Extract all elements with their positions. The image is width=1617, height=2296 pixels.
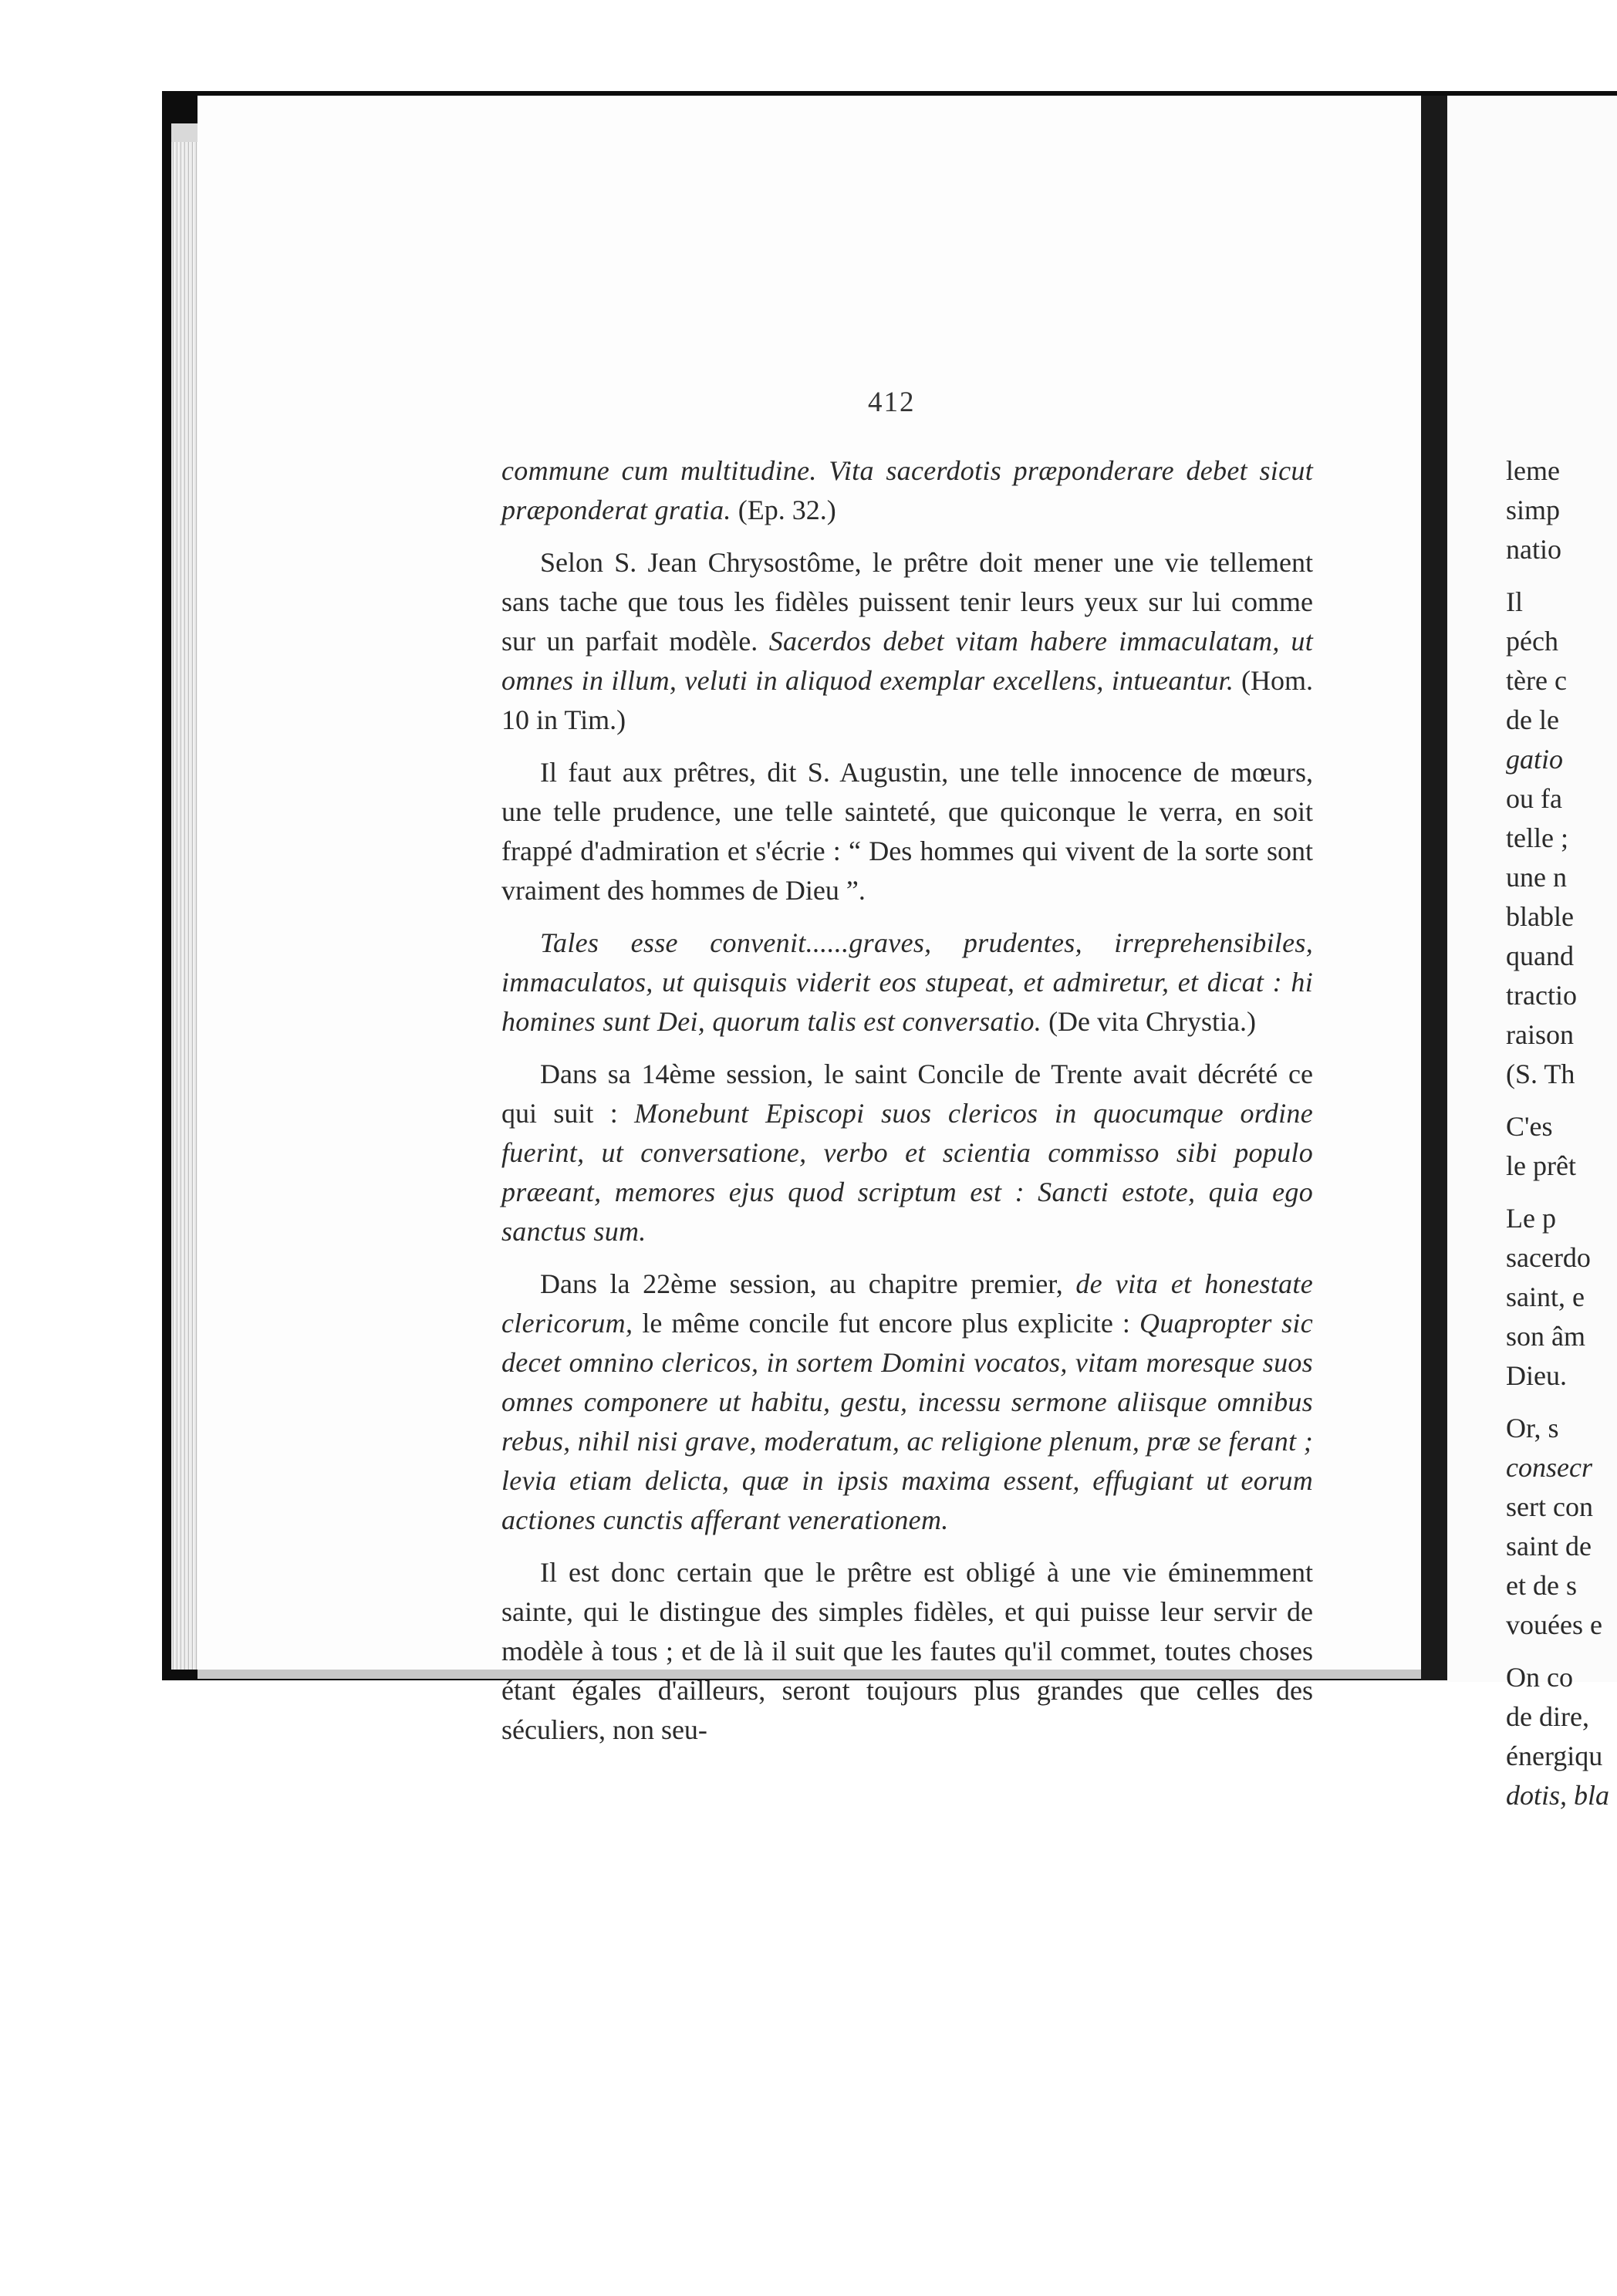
- paragraph-gap: [1506, 1186, 1617, 1199]
- right-page-line: leme: [1506, 455, 1560, 486]
- paragraph-6: [501, 1264, 1313, 1540]
- latin-quote: Monebunt Episcopi suos clericos in quocumque ordine fuerint, ut conversatione, verbo et scientia commisso sibi populo præeant, memores ejus quod scriptum est : Sancti estote, quia ego sanctus sum.: [501, 1098, 1313, 1247]
- paragraph-gap: [1506, 1645, 1617, 1658]
- right-page-line: son âm: [1506, 1321, 1585, 1352]
- right-page-line: Il: [1506, 586, 1523, 617]
- right-page-line: énergiqu: [1506, 1741, 1603, 1771]
- right-page-line: (S. Th: [1506, 1059, 1575, 1089]
- right-page-line: péch: [1506, 626, 1558, 657]
- right-page-line: blable: [1506, 901, 1574, 932]
- paragraph-7: [501, 1553, 1313, 1750]
- paragraph-gap: [1506, 569, 1617, 582]
- right-page-line: On co: [1506, 1662, 1573, 1693]
- right-page-line: de le: [1506, 704, 1559, 735]
- page-edges: [171, 123, 199, 1670]
- right-page-line: dotis, bla: [1506, 1780, 1610, 1811]
- right-page-line: le prêt: [1506, 1150, 1576, 1181]
- right-page-line: saint, e: [1506, 1281, 1585, 1312]
- right-page-line: Or, s: [1506, 1413, 1559, 1443]
- paragraph-gap: [1506, 1094, 1617, 1107]
- paragraph-2: [501, 543, 1313, 740]
- body-text: Il faut aux prêtres, dit S. Augustin, une telle innocence de mœurs, une telle prudence, une telle sainteté, que quiconque le verra, en soit frappé d'admiration et s'écrie : “ Des hommes qui vivent de la sorte sont vraiment des hommes de Dieu ”.: [501, 757, 1313, 906]
- body-text: Dans sa 14ème session, le saint Concile de Trente avait décrété ce qui suit :: [501, 1059, 1313, 1129]
- paragraph-1: [501, 451, 1313, 530]
- right-page-line: sacerdo: [1506, 1242, 1591, 1273]
- right-page-line: telle ;: [1506, 822, 1568, 853]
- right-page-line: ou fa: [1506, 783, 1562, 814]
- latin-title: de vita et honestate clericorum,: [501, 1268, 1313, 1339]
- citation: (Ep. 32.): [731, 495, 836, 525]
- right-page-line: tractio: [1506, 980, 1577, 1011]
- right-page-line: Le p: [1506, 1203, 1556, 1234]
- book-gutter: [1421, 96, 1447, 1680]
- paragraph-gap: [1506, 1396, 1617, 1409]
- right-page-line: gatio: [1506, 744, 1564, 775]
- page-number: 412: [868, 387, 916, 418]
- right-page-text: [1506, 451, 1617, 1815]
- right-page-line: tère c: [1506, 665, 1567, 696]
- right-page-line: saint de: [1506, 1531, 1592, 1562]
- paragraph-5: [501, 1055, 1313, 1251]
- left-page-text: [501, 451, 1313, 1763]
- right-page-line: de dire,: [1506, 1701, 1589, 1732]
- body-text: Il est donc certain que le prêtre est obligé à une vie éminemment sainte, qui le distingue des simples fidèles, et qui puisse leur servir de modèle à tous ; et de là il suit que les fautes qu'il commet, toutes choses étant égales d'ailleurs, seront toujours plus grandes que celles des séculiers, non seu-: [501, 1557, 1313, 1745]
- citation: (Hom. 10 in Tim.): [501, 665, 1313, 735]
- right-page-line: une n: [1506, 862, 1567, 893]
- latin-quote: Tales esse convenit......graves, prudentes, irreprehensibiles, immaculatos, ut quisquis viderit eos stupeat, et admiretur, et dicat : hi homines sunt Dei, quorum talis est conversatio.: [501, 927, 1313, 1037]
- right-page-line: natio: [1506, 534, 1561, 565]
- paragraph-4: [501, 923, 1313, 1042]
- right-page-line: raison: [1506, 1019, 1574, 1050]
- paragraph-3: [501, 753, 1313, 910]
- right-page-line: simp: [1506, 495, 1561, 525]
- right-page-line: C'es: [1506, 1111, 1553, 1142]
- right-page-line: quand: [1506, 940, 1574, 971]
- body-text: Dans la 22ème session, au chapitre premier,: [540, 1268, 1076, 1299]
- body-text: Selon S. Jean Chrysostôme, le prêtre doit mener une vie tellement sans tache que tous les fidèles puissent tenir leurs yeux sur lui comme sur un parfait modèle.: [501, 547, 1313, 657]
- right-page-line: sert con: [1506, 1491, 1593, 1522]
- body-text: le même concile fut encore plus explicite :: [633, 1308, 1140, 1339]
- right-page-line: vouées e: [1506, 1609, 1602, 1640]
- latin-quote: Quapropter sic decet omnino clericos, in sortem Domini vocatos, vitam moresque suos omnes componere ut habitu, gestu, incessu sermone aliisque omnibus rebus, nihil nisi grave, moderatum, ac religione plenum, præ se ferant ; levia etiam delicta, quæ in ipsis maxima essent, effugiant ut eorum actiones cunctis afferant venerationem.: [501, 1308, 1313, 1535]
- latin-quote: commune cum multitudine. Vita sacerdotis præponderare debet sicut præponderat gratia.: [501, 455, 1313, 525]
- right-page-line: Dieu.: [1506, 1360, 1567, 1391]
- citation: (De vita Chrystia.): [1041, 1006, 1256, 1037]
- right-page-line: et de s: [1506, 1570, 1577, 1601]
- right-page-line: consecr: [1506, 1452, 1592, 1483]
- latin-quote: Sacerdos debet vitam habere immaculatam, ut omnes in illum, veluti in aliquod exemplar excellens, intueantur.: [501, 626, 1314, 696]
